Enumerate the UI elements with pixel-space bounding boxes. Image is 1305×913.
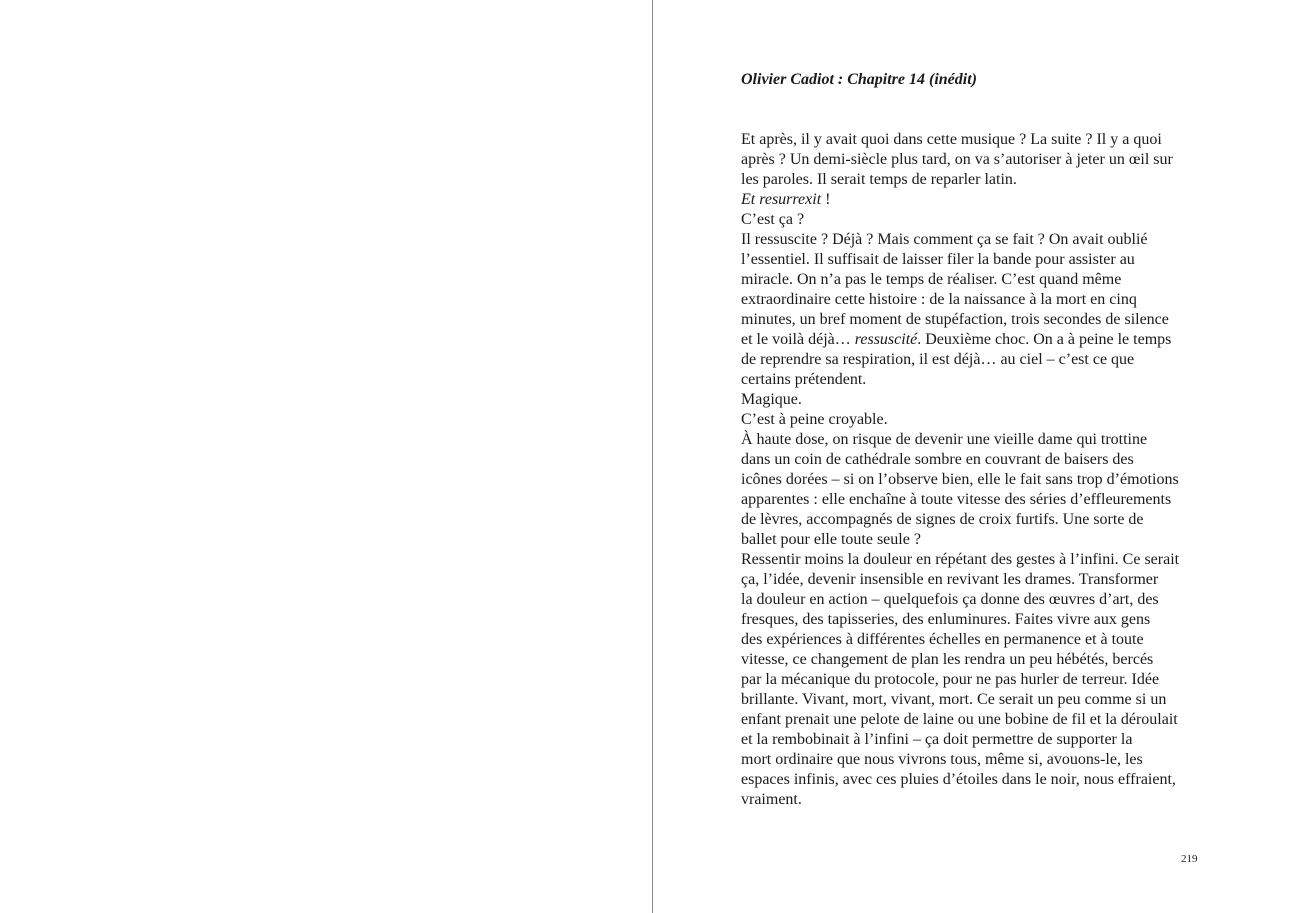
text-line: [741, 450, 1179, 470]
text-line: [741, 550, 1179, 570]
body-text: [741, 130, 1179, 810]
text-segment: apparentes : elle enchaîne à toute vitesse des séries d’effleurements: [741, 491, 1172, 508]
text-segment: après ? Un demi-siècle plus tard, on va s’autoriser à jeter un œil sur: [741, 151, 1173, 168]
text-segment: enfant prenait une pelote de laine ou une bobine de fil et la déroulait: [741, 711, 1178, 728]
text-segment: vraiment.: [741, 791, 802, 808]
text-line: [741, 790, 1179, 810]
text-line: [741, 290, 1179, 310]
text-line: [741, 230, 1179, 250]
text-segment: extraordinaire cette histoire : de la naissance à la mort en cinq: [741, 291, 1137, 308]
text-line: [741, 690, 1179, 710]
text-line: [741, 370, 1179, 390]
italic-text: Et resurrexit: [741, 191, 822, 208]
text-line: [741, 610, 1179, 630]
text-segment: À haute dose, on risque de devenir une vieille dame qui trottine: [741, 431, 1148, 448]
text-line: [741, 170, 1179, 190]
text-line: [741, 210, 1179, 230]
text-segment: C’est ça ?: [741, 211, 805, 228]
text-line: [741, 650, 1179, 670]
text-line: [741, 590, 1179, 610]
text-segment: des expériences à différentes échelles en permanence et à toute: [741, 631, 1144, 648]
right-page: [653, 0, 1305, 913]
text-line: [741, 150, 1179, 170]
text-line: [741, 530, 1179, 550]
text-segment: brillante. Vivant, mort, vivant, mort. Ce serait un peu comme si un: [741, 691, 1167, 708]
text-segment: espaces infinis, avec ces pluies d’étoiles dans le noir, nous effraient,: [741, 771, 1176, 788]
text-line: [741, 130, 1179, 150]
text-segment: l’essentiel. Il suffisait de laisser filer la bande pour assister au: [741, 251, 1135, 268]
text-segment: vitesse, ce changement de plan les rendra un peu hébétés, bercés: [741, 651, 1154, 668]
text-line: [741, 410, 1179, 430]
text-segment: de reprendre sa respiration, il est déjà… au ciel – c’est ce que: [741, 351, 1135, 368]
text-line: [741, 770, 1179, 790]
text-segment: mort ordinaire que nous vivrons tous, même si, avouons-le, les: [741, 751, 1143, 768]
text-segment: minutes, un bref moment de stupéfaction, trois secondes de silence: [741, 311, 1169, 328]
text-segment: certains prétendent.: [741, 371, 867, 388]
text-line: [741, 310, 1179, 330]
page-number: 219: [1181, 853, 1198, 865]
text-line: [741, 350, 1179, 370]
text-line: [741, 710, 1179, 730]
text-line: [741, 190, 1179, 210]
text-line: [741, 630, 1179, 650]
text-segment: et le voilà déjà…: [741, 331, 855, 348]
text-line: [741, 390, 1179, 410]
text-segment: ballet pour elle toute seule ?: [741, 531, 921, 548]
text-segment: miracle. On n’a pas le temps de réaliser. C’est quand même: [741, 271, 1122, 288]
text-line: [741, 510, 1179, 530]
text-segment: ça, l’idée, devenir insensible en revivant les drames. Transformer: [741, 571, 1159, 588]
italic-text: ressuscité: [854, 331, 918, 348]
text-segment: . Deuxième choc. On a à peine le temps: [917, 331, 1172, 348]
text-segment: !: [821, 191, 831, 208]
text-segment: et la rembobinait à l’infini – ça doit permettre de supporter la: [741, 731, 1133, 748]
text-line: [741, 570, 1179, 590]
text-segment: Ressentir moins la douleur en répétant des gestes à l’infini. Ce serait: [741, 551, 1180, 568]
text-segment: Et après, il y avait quoi dans cette musique ? La suite ? Il y a quoi: [741, 131, 1162, 148]
text-segment: dans un coin de cathédrale sombre en couvrant de baisers des: [741, 451, 1134, 468]
text-segment: fresques, des tapisseries, des enluminures. Faites vivre aux gens: [741, 611, 1151, 628]
text-segment: la douleur en action – quelquefois ça donne des œuvres d’art, des: [741, 591, 1159, 608]
text-segment: par la mécanique du protocole, pour ne pas hurler de terreur. Idée: [741, 671, 1160, 688]
running-head: Olivier Cadiot : Chapitre 14 (inédit): [741, 71, 977, 88]
text-segment: Il ressuscite ? Déjà ? Mais comment ça se fait ? On avait oublié: [741, 231, 1148, 248]
text-segment: Magique.: [741, 391, 802, 408]
text-line: [741, 730, 1179, 750]
text-segment: les paroles. Il serait temps de reparler latin.: [741, 171, 1017, 188]
text-line: [741, 750, 1179, 770]
text-segment: C’est à peine croyable.: [741, 411, 888, 428]
text-line: [741, 270, 1179, 290]
text-line: [741, 670, 1179, 690]
text-line: [741, 430, 1179, 450]
text-line: [741, 490, 1179, 510]
text-line: [741, 470, 1179, 490]
text-line: [741, 330, 1179, 350]
left-page-blank: [0, 0, 652, 913]
text-segment: de lèvres, accompagnés de signes de croix furtifs. Une sorte de: [741, 511, 1144, 528]
text-segment: icônes dorées – si on l’observe bien, elle le fait sans trop d’émotions: [741, 471, 1179, 488]
text-line: [741, 250, 1179, 270]
